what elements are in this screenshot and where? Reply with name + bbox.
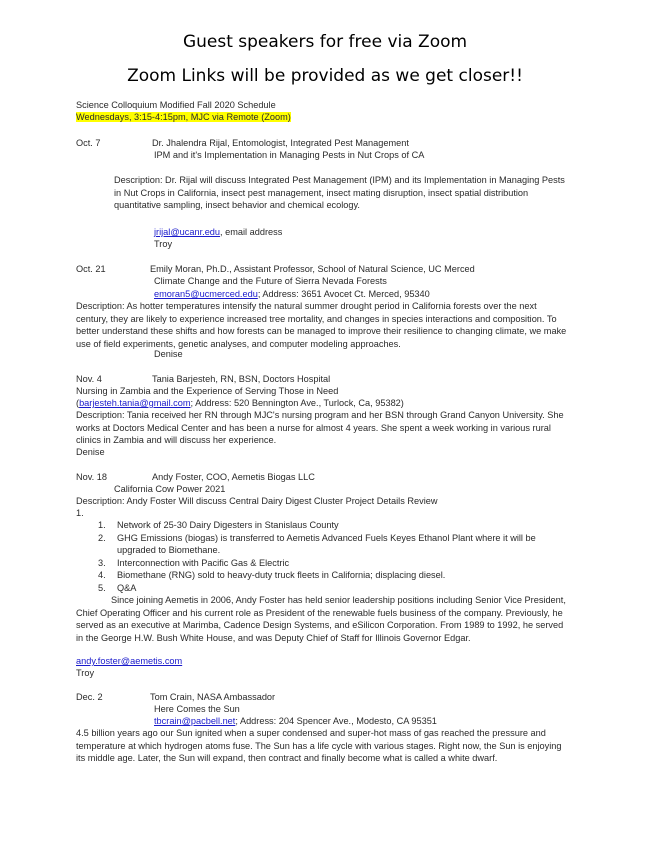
- schedule-time-highlight: Wednesdays, 3:15-4:15pm, MJC via Remote (Zoom): [76, 112, 291, 122]
- talk-date: Oct. 7: [76, 138, 101, 148]
- talk-host: Denise: [154, 349, 183, 359]
- talk-contact: [154, 226, 282, 239]
- talk-contact: [76, 397, 404, 410]
- talk-date: Oct. 21: [76, 264, 106, 274]
- page-heading: Guest speakers for free via Zoom: [182, 32, 468, 52]
- talk-host: Denise: [76, 447, 105, 457]
- talk-description: Description: Andy Foster Will discuss Central Dairy Digest Cluster Project Details Review: [76, 496, 438, 506]
- talk-title: IPM and it's Implementation in Managing Pests in Nut Crops of CA: [154, 150, 425, 160]
- talk-title: Climate Change and the Future of Sierra Nevada Forests: [154, 276, 387, 286]
- list-item: 4. Biomethane (RNG) sold to heavy-duty truck fleets in California; displacing diesel.: [98, 570, 446, 581]
- talk-speaker: Emily Moran, Ph.D., Assistant Professor, School of Natural Science, UC Merced: [150, 264, 475, 274]
- email-link[interactable]: jrijal@ucanr.edu: [154, 227, 221, 237]
- talk-host: Troy: [154, 239, 173, 249]
- talk-speaker: Tom Crain, NASA Ambassador: [150, 692, 276, 702]
- talk-title: Here Comes the Sun: [154, 704, 240, 714]
- talk-address: ; Address: 204 Spencer Ave., Modesto, CA 95351: [235, 716, 437, 726]
- talk-description: Description: As hotter temperatures intensify the natural summer drought period in California forests over the next century, they are likely to experience increased tree mortality, and changes in species interactions and composition. To better understand these shifts and how forests can be managed to improve their resilience to changing climate, we make use of field experiments, genetic analyses, and computer modeling approaches.: [76, 301, 567, 349]
- talk-speaker: Tania Barjesteh, RN, BSN, Doctors Hospital: [152, 374, 331, 384]
- talk-title: California Cow Power 2021: [114, 484, 226, 494]
- email-link[interactable]: barjesteh.tania@gmail.com: [79, 398, 191, 408]
- list-item: 1. Network of 25-30 Dairy Digesters in Stanislaus County: [98, 520, 339, 530]
- paren-open: (: [76, 398, 80, 408]
- talk-description: Description: Dr. Rijal will discuss Integrated Pest Management (IPM) and its Implementation in Managing Pests in Nut Crops in California, insect pest management, insect mating disruption, insect spatial distribution quantitative sampling, insect behavior and chemical ecology.: [114, 175, 565, 211]
- talk-description: 4.5 billion years ago our Sun ignited when a super condensed and super-hot mass of gas reached the pressure and temperature at which hydrogen atoms fuse. The Sun has a life cycle with various stages. Right now, the Sun is enjoying its middle age. Later, the Sun will expand, then contract and finally become what is called a white dwarf.: [76, 728, 562, 764]
- talk-description: Description: Tania received her RN through MJC's nursing program and her BSN through Grand Canyon University. She works at Doctors Medical Center and has been a nurse for almost 4 years. She spent a week working in various rural clinics in Zambia and will discuss her experience.: [76, 410, 564, 446]
- outer-list-number: 1.: [76, 508, 84, 518]
- email-link[interactable]: emoran5@ucmerced.edu: [154, 289, 258, 299]
- project-details-list: [98, 519, 568, 595]
- talk-contact: [154, 715, 437, 728]
- talk-contact: [154, 288, 430, 301]
- talk-contact: [76, 655, 182, 668]
- talk-date: Nov. 18: [76, 472, 107, 482]
- list-item: 3. Interconnection with Pacific Gas & Electric: [98, 557, 290, 568]
- talk-host: Troy: [76, 668, 95, 678]
- schedule-time: [76, 111, 291, 124]
- talk-speaker: Andy Foster, COO, Aemetis Biogas LLC: [152, 472, 315, 482]
- speaker-bio: Since joining Aemetis in 2006, Andy Foster has held senior leadership positions including Senior Vice President, Chief Operating Officer and his current role as President of the renewable fuels business of the company. Previously, he served as an executive at Marimba, Cadence Design Systems, and eSilicon Corporation. From 1989 to 1992, he served in the George H.W. Bush White House, and was Deputy Chief of Staff for Illinois Governor Edgar.: [76, 595, 566, 643]
- talk-date: Dec. 2: [76, 692, 103, 702]
- talk-address: ; Address: 3651 Avocet Ct. Merced, 95340: [257, 289, 430, 299]
- talk-speaker: Dr. Jhalendra Rijal, Entomologist, Integrated Pest Management: [152, 138, 409, 148]
- email-note: , email address: [220, 227, 283, 237]
- talk-date: Nov. 4: [76, 374, 102, 384]
- email-link[interactable]: tbcrain@pacbell.net: [154, 716, 236, 726]
- schedule-title: Science Colloquium Modified Fall 2020 Schedule: [76, 100, 276, 110]
- list-item: 2. GHG Emissions (biogas) is transferred to Aemetis Advanced Fuels Keyes Ethanol Plant where it will be upgraded to Biomethane.: [98, 532, 536, 556]
- list-item: 5. Q&A: [98, 582, 137, 593]
- talk-address: ; Address: 520 Bennington Ave., Turlock, Ca, 95382): [190, 398, 404, 408]
- page-subheading: Zoom Links will be provided as we get closer!!: [127, 66, 523, 86]
- email-link[interactable]: andy.foster@aemetis.com: [76, 656, 183, 666]
- talk-title: Nursing in Zambia and the Experience of Serving Those in Need: [76, 386, 339, 396]
